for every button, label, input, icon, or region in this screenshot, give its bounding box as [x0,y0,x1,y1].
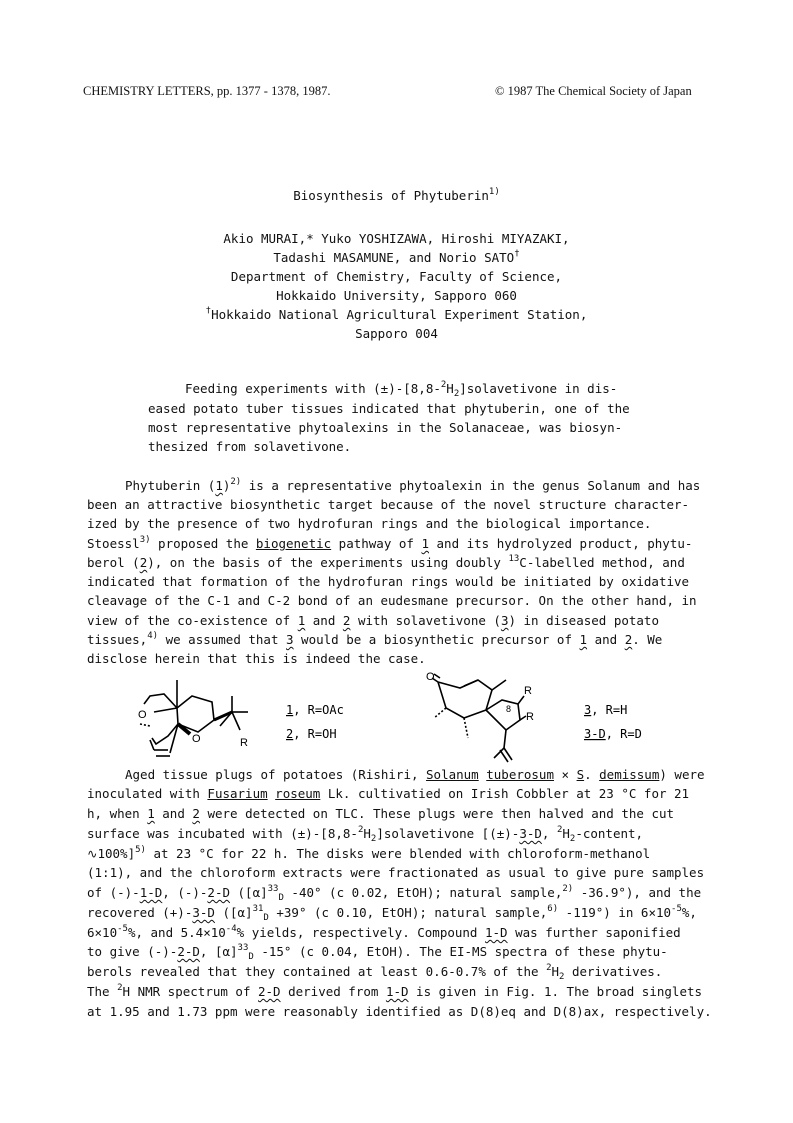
affiliation-1: Department of Chemistry, Faculty of Science, [230,269,563,284]
paper-title: Biosynthesis of Phytuberin$^{1)}$ [293,187,500,203]
body-line: berols revealed that they contained at least 0.6-0.7% of the $^2H_2$ derivatives. [87,963,663,982]
compound-2-label: 2, R=OH [286,727,337,741]
body-line: cleavage of the C-1 and C-2 bond of an eudesmane precursor. On the other hand, in [87,593,697,608]
copyright-notice: © 1987 The Chemical Society of Japan [495,84,692,98]
body-line: been an attractive biosynthetic target because of the novel structure character- [87,497,690,512]
oxygen-label: O [426,671,435,683]
solavetivone-structure [432,674,526,762]
dagger-mark: † [514,249,520,259]
body-line: (1:1), and the chloroform extracts were fractionated as usual to give pure samples [87,865,705,880]
body-line: at 1.95 and 1.73 ppm were reasonably identified as D(8)eq and D(8)ax, respectively. [87,1004,712,1019]
position-8-label: 8 [506,704,512,714]
body-line: The $^2$H NMR spectrum of 2-D derived from 1-D is given in Fig. 1. The broad singlets [87,983,703,999]
affiliation-4: Sapporo 004 [355,326,438,341]
compound-1-label: 1, R=OAc [286,703,344,717]
body-line: surface was incubated with $(\pm)-[8,8-^2H_2]solavetivone$ [(±)-3-D, $^2H_2$-content, [87,825,644,844]
body-line: of (-)-1-D, (-)-2-D ($[\alpha]^{33}_D$ -40° (c 0.02, EtOH); natural sample,$^{2)}$ -36.9°), and the [87,884,702,903]
r-group-label: R [526,711,534,723]
body-line: tissues,$^{4)}$ we assumed that 3 would be a biosynthetic precursor of 1 and 2. We [87,631,663,647]
body-line: Stoessl$^{3)}$ proposed the biogenetic pathway of 1 and its hydrolyzed product, phytu- [87,535,693,551]
compound-3d-label: 3-D, R=D [584,727,642,741]
oxygen-label: O [138,709,147,721]
authors-line-1: Akio MURAI,* Yuko YOSHIZAWA, Hiroshi MIYAZAKI, [223,231,570,246]
body-line: Aged tissue plugs of potatoes (Rishiri, Solanum tuberosum × S. demissum) were [125,767,705,782]
title-reference: 1) [488,187,500,197]
body-line: h, when 1 and 2 were detected on TLC. These plugs were then halved and the cut [87,806,675,821]
chemical-structures [120,668,680,768]
body-line: $6\times 10^{-5}\%$, and $5.4\times 10^{-4}\%$ yields, respectively. Compound 1-D was further saponified [87,924,681,940]
compound-3-label: 3, R=H [584,703,628,717]
oxygen-label: O [192,733,201,745]
abstract-line: most representative phytoalexins in the Solanaceae, was biosyn- [148,420,623,435]
body-line: to give (-)-2-D, $[\alpha]^{33}_D$ -15° (c 0.04, EtOH). The EI-MS spectra of these phytu- [87,943,668,962]
body-line: recovered (+)-3-D ($[\alpha]^{31}_D +39^\circ$ (c 0.10, EtOH); natural sample,$^{6)}$ -119°) in $6\times 10^{-5}\%$, [87,904,697,923]
journal-citation: CHEMISTRY LETTERS, pp. 1377 - 1378, 1987. [83,84,331,98]
body-line: disclose herein that this is indeed the case. [87,651,426,666]
authors-line-2: Tadashi MASAMUNE, and Norio SATO† [273,249,520,265]
body-line: view of the co-existence of 1 and 2 with solavetivone (3) in diseased potato [87,613,659,628]
dagger-mark: † [205,306,212,316]
r-group-label: R [240,737,248,749]
body-line: ∿100%]$^{5)}$ at 23 °C for 22 h. The disks were blended with chloroform-methanol [87,845,651,861]
body-line: ized by the presence of two hydrofuran rings and the biological importance. [87,516,652,531]
abstract-line: Feeding experiments with $(\pm)-[8,8-^2H_2]solavetivone$ in dis- [185,380,618,399]
body-line: Phytuberin $(1)^{2)}$ is a representative phytoalexin in the genus Solanum and has [125,477,701,493]
r-group-label: R [524,685,532,697]
affiliation-3: †Hokkaido National Agricultural Experiment Station, [205,306,588,322]
body-line: inoculated with Fusarium roseum Lk. cultivatied on Irish Cobbler at 23 °C for 21 [87,786,690,801]
body-line: indicated that formation of the hydrofuran rings would be initiated by oxidative [87,574,690,589]
affiliation-2: Hokkaido University, Sapporo 060 [276,288,517,303]
abstract-line: eased potato tuber tissues indicated that phytuberin, one of the [148,401,630,416]
body-line: berol (2), on the basis of the experiments using doubly $^{13}$C-labelled method, and [87,554,685,570]
abstract-line: thesized from solavetivone. [148,439,352,454]
